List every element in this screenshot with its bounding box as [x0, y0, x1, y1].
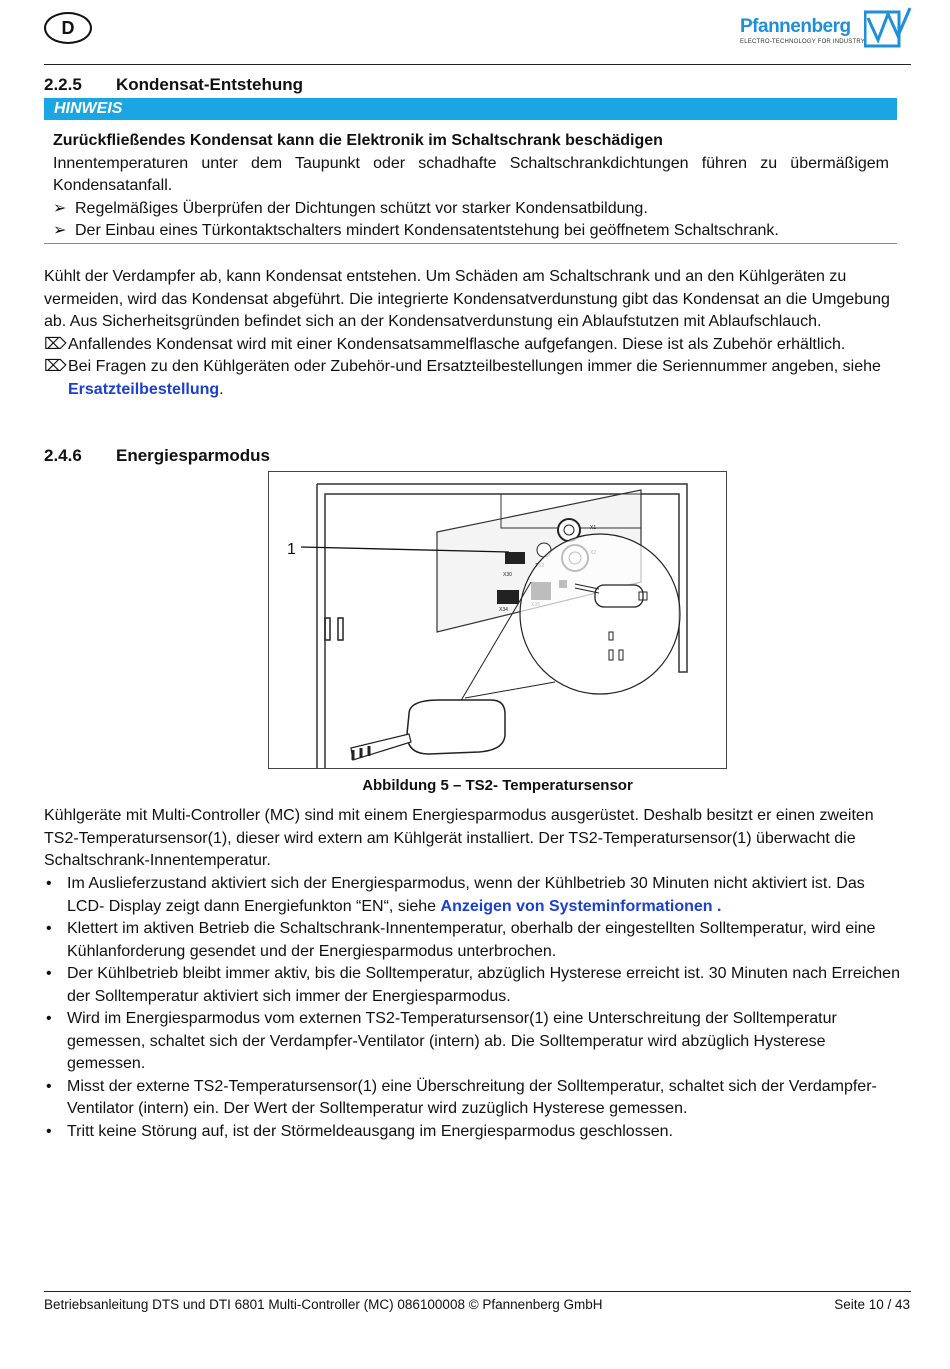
ts2-sensor-drawing — [269, 472, 726, 768]
notice-item — [53, 198, 889, 221]
energiesparmodus-body: Kühlgeräte mit Multi-Controller (MC) sind mit einem Energiesparmodus ausgerüstet. Deshalb besitzt er einen zweiten TS2-Temperatursensor(1), dieser wird extern am Kühlgerät installiert. Der TS2-Temperatursensor(1) überwacht die Schaltschrank-Innentemperatur. — [44, 807, 874, 869]
list-item-text-part: Im Auslieferzustand aktiviert sich der Energiesparmodus, wenn der Kühlbetrieb 30 Minuten nicht aktiviert ist. Das LCD- Display zeigt dann Energiefunkton “EN“, siehe — [67, 875, 865, 915]
hint-item — [44, 356, 906, 401]
list-item-text: Wird im Energiesparmodus vom externen TS2-Temperatursensor(1) eine Unterschreitung der Solltemperatur gemessen, schaltet sich der Verdampfer-Ventilator (intern) ab. Die Solltemperatur wird abzüglich Hysterese gemessen. — [67, 1010, 837, 1072]
arrow-bullet-icon: ➢ — [53, 222, 67, 239]
hand-pointer-icon: ⌦ — [44, 335, 67, 353]
ts2-sensor-figure — [268, 471, 727, 769]
list-item — [44, 1121, 906, 1144]
hint-item — [44, 334, 906, 357]
list-item — [44, 963, 906, 1008]
energiesparmodus-list — [44, 873, 906, 1143]
notice-text: Innentemperaturen unter dem Taupunkt oder schadhafte Schaltschrankdichtungen führen zu übermäßigem Kondensatanfall. — [53, 154, 889, 194]
logo-tagline: ELECTRO-TECHNOLOGY FOR INDUSTRY — [740, 39, 865, 45]
list-item-text: Tritt keine Störung auf, ist der Störmeldeausgang im Energiesparmodus geschlossen. — [67, 1122, 673, 1140]
list-item-text — [67, 873, 906, 918]
section-heading-kondensat — [44, 75, 303, 95]
bullet-icon: • — [46, 920, 52, 937]
notice-item-text: Regelmäßiges Überprüfen der Dichtungen schützt vor starker Kondensatbildung. — [75, 199, 648, 217]
list-item — [44, 918, 906, 963]
bullet-icon: • — [46, 1077, 52, 1095]
hint-text-end: . — [219, 380, 224, 398]
bullet-icon: • — [46, 1010, 52, 1027]
footer-page-number: Seite 10 / 43 — [834, 1297, 910, 1312]
figure-caption: Abbildung 5 – TS2- Temperatursensor — [362, 777, 633, 794]
notice-item-text: Der Einbau eines Türkontaktschalters mindert Kondensatentstehung bei geöffnetem Schaltschrank. — [75, 222, 779, 239]
notice-box — [53, 130, 889, 243]
list-item-text: Misst der externe TS2-Temperatursensor(1) eine Überschreitung der Solltemperatur, schaltet sich der Verdampfer-Ventilator (intern) ein. Der Wert der Solltemperatur wird zuzüglich Hysterese gemessen. — [67, 1077, 877, 1117]
arrow-bullet-icon: ➢ — [53, 199, 67, 217]
notice-divider — [44, 243, 897, 244]
kondensat-body: Kühlt der Verdampfer ab, kann Kondensat entstehen. Um Schäden am Schaltschrank und an den Kühlgeräten zu vermeiden, wird das Kondensat abgeführt. Die integrierte Kondensatverdunstung gibt das Kondensat an die Umgebung ab. Aus Sicherheitsgründen befindet sich an der Kondensatverdunstung ein Ablaufstutzen mit Ablaufschlauch. — [44, 268, 890, 330]
tag-x30: X30 — [503, 572, 512, 578]
section-number: 2.4.6 — [44, 446, 82, 465]
pfannenberg-logo — [740, 6, 912, 50]
language-badge: D — [44, 12, 92, 44]
tag-x1: X1 — [590, 525, 597, 531]
tag-x34: X34 — [499, 607, 508, 613]
list-item — [44, 1008, 906, 1076]
hint-text-part: Bei Fragen zu den Kühlgeräten oder Zubehör-und Ersatzteilbestellungen immer die Seriennummer angeben, siehe — [68, 358, 881, 375]
bullet-icon: • — [46, 965, 52, 982]
callout-label: 1 — [287, 541, 296, 558]
logo-name: Pfannenberg — [740, 16, 851, 37]
hint-text: Anfallendes Kondensat wird mit einer Kondensatsammelflasche aufgefangen. Diese ist als Zubehör erhältlich. — [68, 335, 846, 353]
footer-rule — [44, 1291, 911, 1292]
ersatzteilbestellung-link[interactable]: Ersatzteilbestellung — [68, 380, 220, 398]
kondensat-paragraph — [44, 266, 906, 401]
list-item-text: Klettert im aktiven Betrieb die Schaltschrank-Innentemperatur, oberhalb der eingestellten Solltemperatur, wird eine Kühlanforderung gesendet und der Energiesparmodus unterbrochen. — [67, 920, 876, 960]
footer-document-title: Betriebsanleitung DTS und DTI 6801 Multi-Controller (MC) 086100008 © Pfannenberg GmbH — [44, 1297, 603, 1312]
list-item — [44, 1076, 906, 1121]
header-rule — [44, 64, 911, 65]
list-item — [44, 873, 906, 918]
logo-mark-icon — [864, 6, 912, 50]
hint-text — [68, 356, 906, 401]
section-title: Energiesparmodus — [116, 446, 270, 465]
bullet-icon: • — [46, 875, 52, 892]
anzeigen-systeminformationen-link[interactable]: Anzeigen von Systeminformationen . — [440, 897, 722, 915]
section-number: 2.2.5 — [44, 75, 82, 94]
section-title: Kondensat-Entstehung — [116, 75, 303, 94]
notice-title: Zurückfließendes Kondensat kann die Elektronik im Schaltschrank beschädigen — [53, 132, 663, 149]
notice-label: HINWEIS — [44, 98, 897, 120]
section-heading-energiesparmodus — [44, 446, 270, 466]
notice-item — [53, 220, 889, 243]
list-item-text: Der Kühlbetrieb bleibt immer aktiv, bis die Solltemperatur, abzüglich Hysterese erreicht ist. 30 Minuten nach Erreichen der Solltemperatur aktiviert sich immer der Energiesparmodus. — [67, 965, 900, 1005]
hand-pointer-icon: ⌦ — [44, 358, 67, 375]
bullet-icon: • — [46, 1122, 52, 1140]
